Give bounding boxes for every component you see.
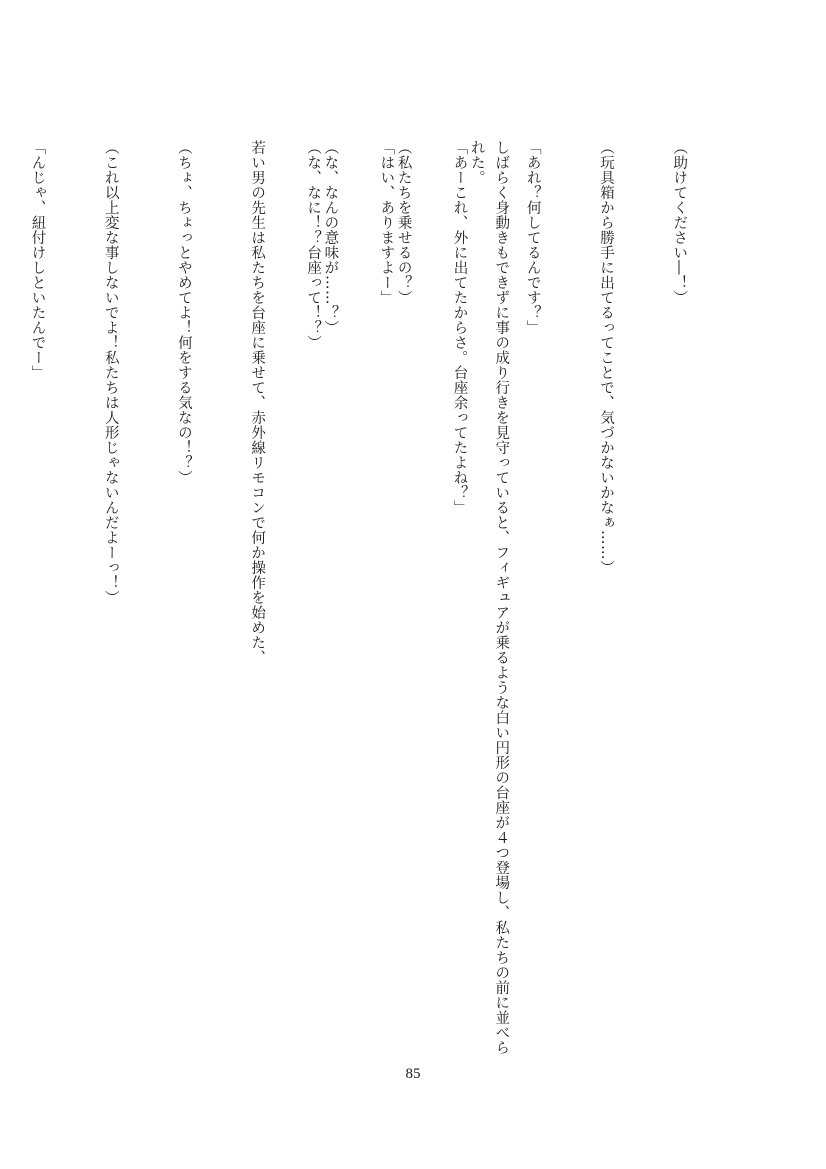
- text-line: （な、なんの意味が……？）: [322, 140, 339, 335]
- text-line: 若い男の先生は私たちを台座に乗せて、赤外線リモコンで何か操作を始めた、: [249, 140, 266, 665]
- text-line: 「はい、ありますよー」: [378, 140, 395, 305]
- text-line: （玩具箱から勝手に出てるってことで、気づかないかなぁ……）: [597, 140, 614, 575]
- text-line: 「あれ？何してるんです？」: [524, 140, 541, 335]
- text-line: 「んじゃ、紐付けしといたんでー」: [29, 140, 46, 380]
- text-line: （私たちを乗せるの？）: [395, 140, 412, 305]
- vertical-body-text-right: [252, 140, 740, 1060]
- text-line: 「あーこれ、外に出てたからさ。台座余ってたよね？」: [451, 140, 468, 515]
- text-line: （な、なに！？台座って！？）: [305, 140, 322, 350]
- text-line: （ちょ、ちょっとやめてよ！何をする気なの！？）: [175, 140, 192, 485]
- text-line: （助けてください―！）: [671, 140, 688, 305]
- page-number: 85: [405, 1066, 421, 1082]
- text-line: （これ以上変な事しないでよ！私たちは人形じゃないんだよーっ！）: [102, 140, 119, 605]
- text-line: しばらく身動きもできずに事の成り行きを見守っていると、フィギュアが乗るような白い円形の台座が４つ登場し、私たちの前に並べられた。: [468, 140, 510, 1055]
